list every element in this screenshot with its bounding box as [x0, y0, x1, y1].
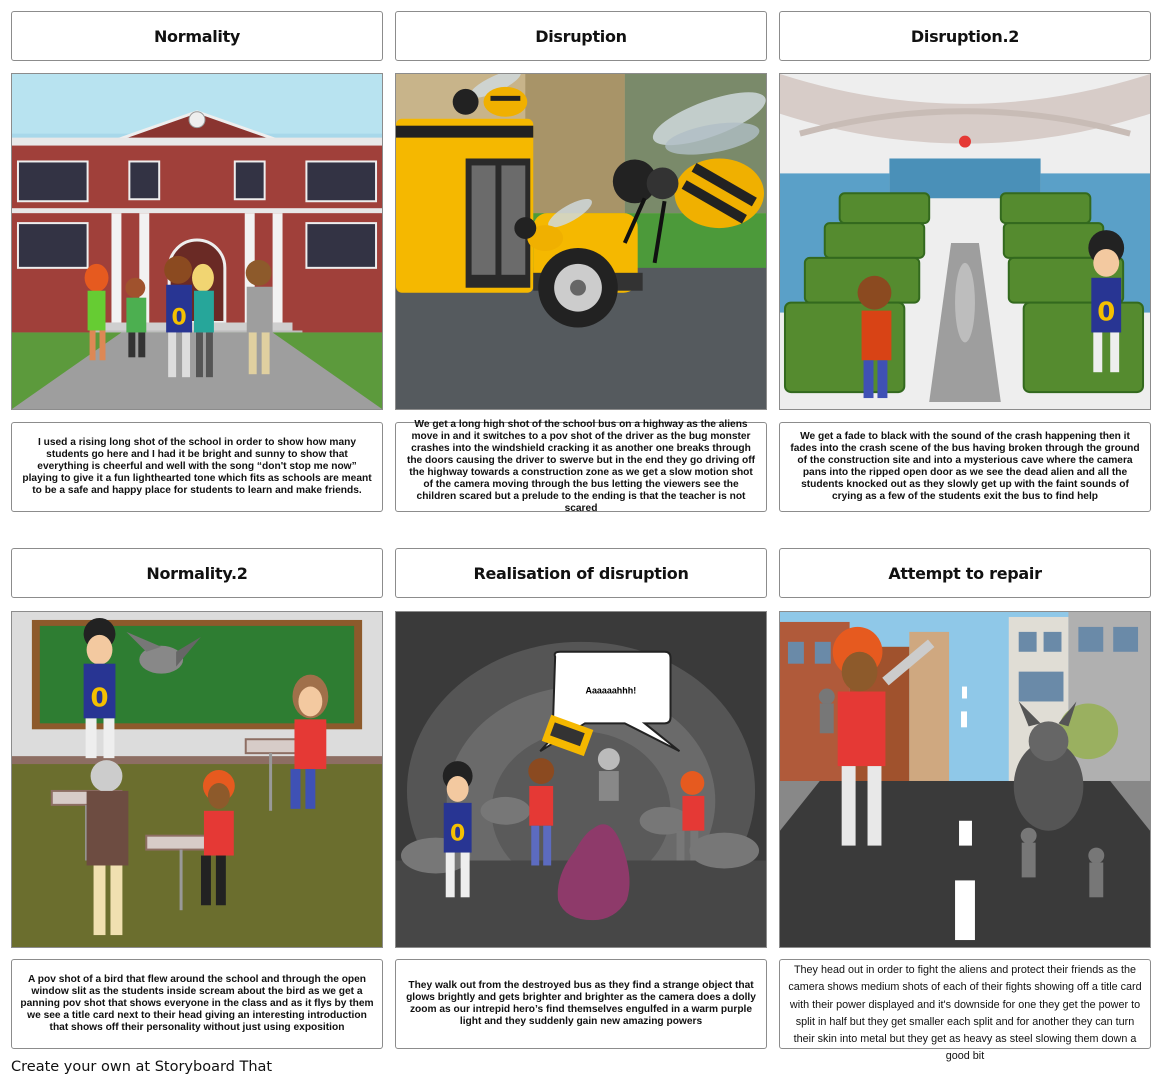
panel-title-normality-2: Normality.2 [11, 548, 383, 598]
scene-cave [395, 611, 767, 948]
panel-title-attempt-to-repair: Attempt to repair [779, 548, 1151, 598]
panel-title-disruption-2: Disruption.2 [779, 11, 1151, 61]
panel-description-disruption-2: We get a fade to black with the sound of the crash happening then it fades into the crash scene of the bus having broken through the ground of the construction site and into a mysterious cave where the camera pans into the ripped open door as we see the dead alien and all the students knocked out as they slowly get up with the faint sounds of crying as a few of the students exit the bus to find help [779, 422, 1151, 512]
speech-bubble-text: Aaaaaahhh! [585, 685, 637, 696]
panel-description-normality-2: A pov shot of a bird that flew around the school and through the open window slit as the students inside scream about the bird as we get a panning pov shot that shows everyone in the class and as it flys by them we see a title card next to their head giving an interesting introduction that shows off their personality without just using exposition [11, 959, 383, 1049]
panel-title-disruption: Disruption [395, 11, 767, 61]
panel-description-normality: I used a rising long shot of the school in order to show how many students go here and I had it be bright and sunny to show that everything is cheerful and well with the song “don't stop me now” playing to give it a fun lighthearted tone which fits as schools are meant to be a safe and happy place for students to learn and make friends. [11, 422, 383, 512]
panel-description-disruption: We get a long high shot of the school bus on a highway as the aliens move in and it switches to a pov shot of the driver as the bug monster crashes into the windshield cracking it as another one breaks through the doors causing the driver to swerve but in the end they go driving off the highway towards a construction zone as we get a slow motion shot of the camera moving through the bus letting the viewers see the children scared but a prelude to the ending is that the teacher is not scared [395, 422, 767, 512]
svg-text:0: 0 [450, 821, 466, 847]
svg-text:0: 0 [90, 683, 109, 714]
svg-text:0: 0 [1097, 297, 1116, 328]
scene-classroom-bird [11, 611, 383, 948]
scene-bus-bees [395, 73, 767, 410]
scene-bus-interior [779, 73, 1151, 410]
panel-description-realisation: They walk out from the destroyed bus as they find a strange object that glows brightly and gets brighter and brighter as the camera does a dolly zoom as our intrepid hero’s find themselves engulfed in a warm purple light and they suddenly gain new amazing powers [395, 959, 767, 1049]
panel-title-normality: Normality [11, 11, 383, 61]
svg-text:0: 0 [171, 305, 187, 331]
scene-street-fight [779, 611, 1151, 948]
panel-description-attempt-to-repair: They head out in order to fight the aliens and protect their friends as the camera shows medium shots of each of their fights showing off a title card with their power displayed and it's downside for one they get the power to split in half but they get smaller each split and for another they can turn their skin into metal but they get as heavy as steel slowing them down a good bit [779, 959, 1151, 1049]
scene-school-exterior [11, 73, 383, 410]
panel-title-realisation: Realisation of disruption [395, 548, 767, 598]
storyboard-that-footer[interactable]: Create your own at Storyboard That [11, 1059, 273, 1075]
